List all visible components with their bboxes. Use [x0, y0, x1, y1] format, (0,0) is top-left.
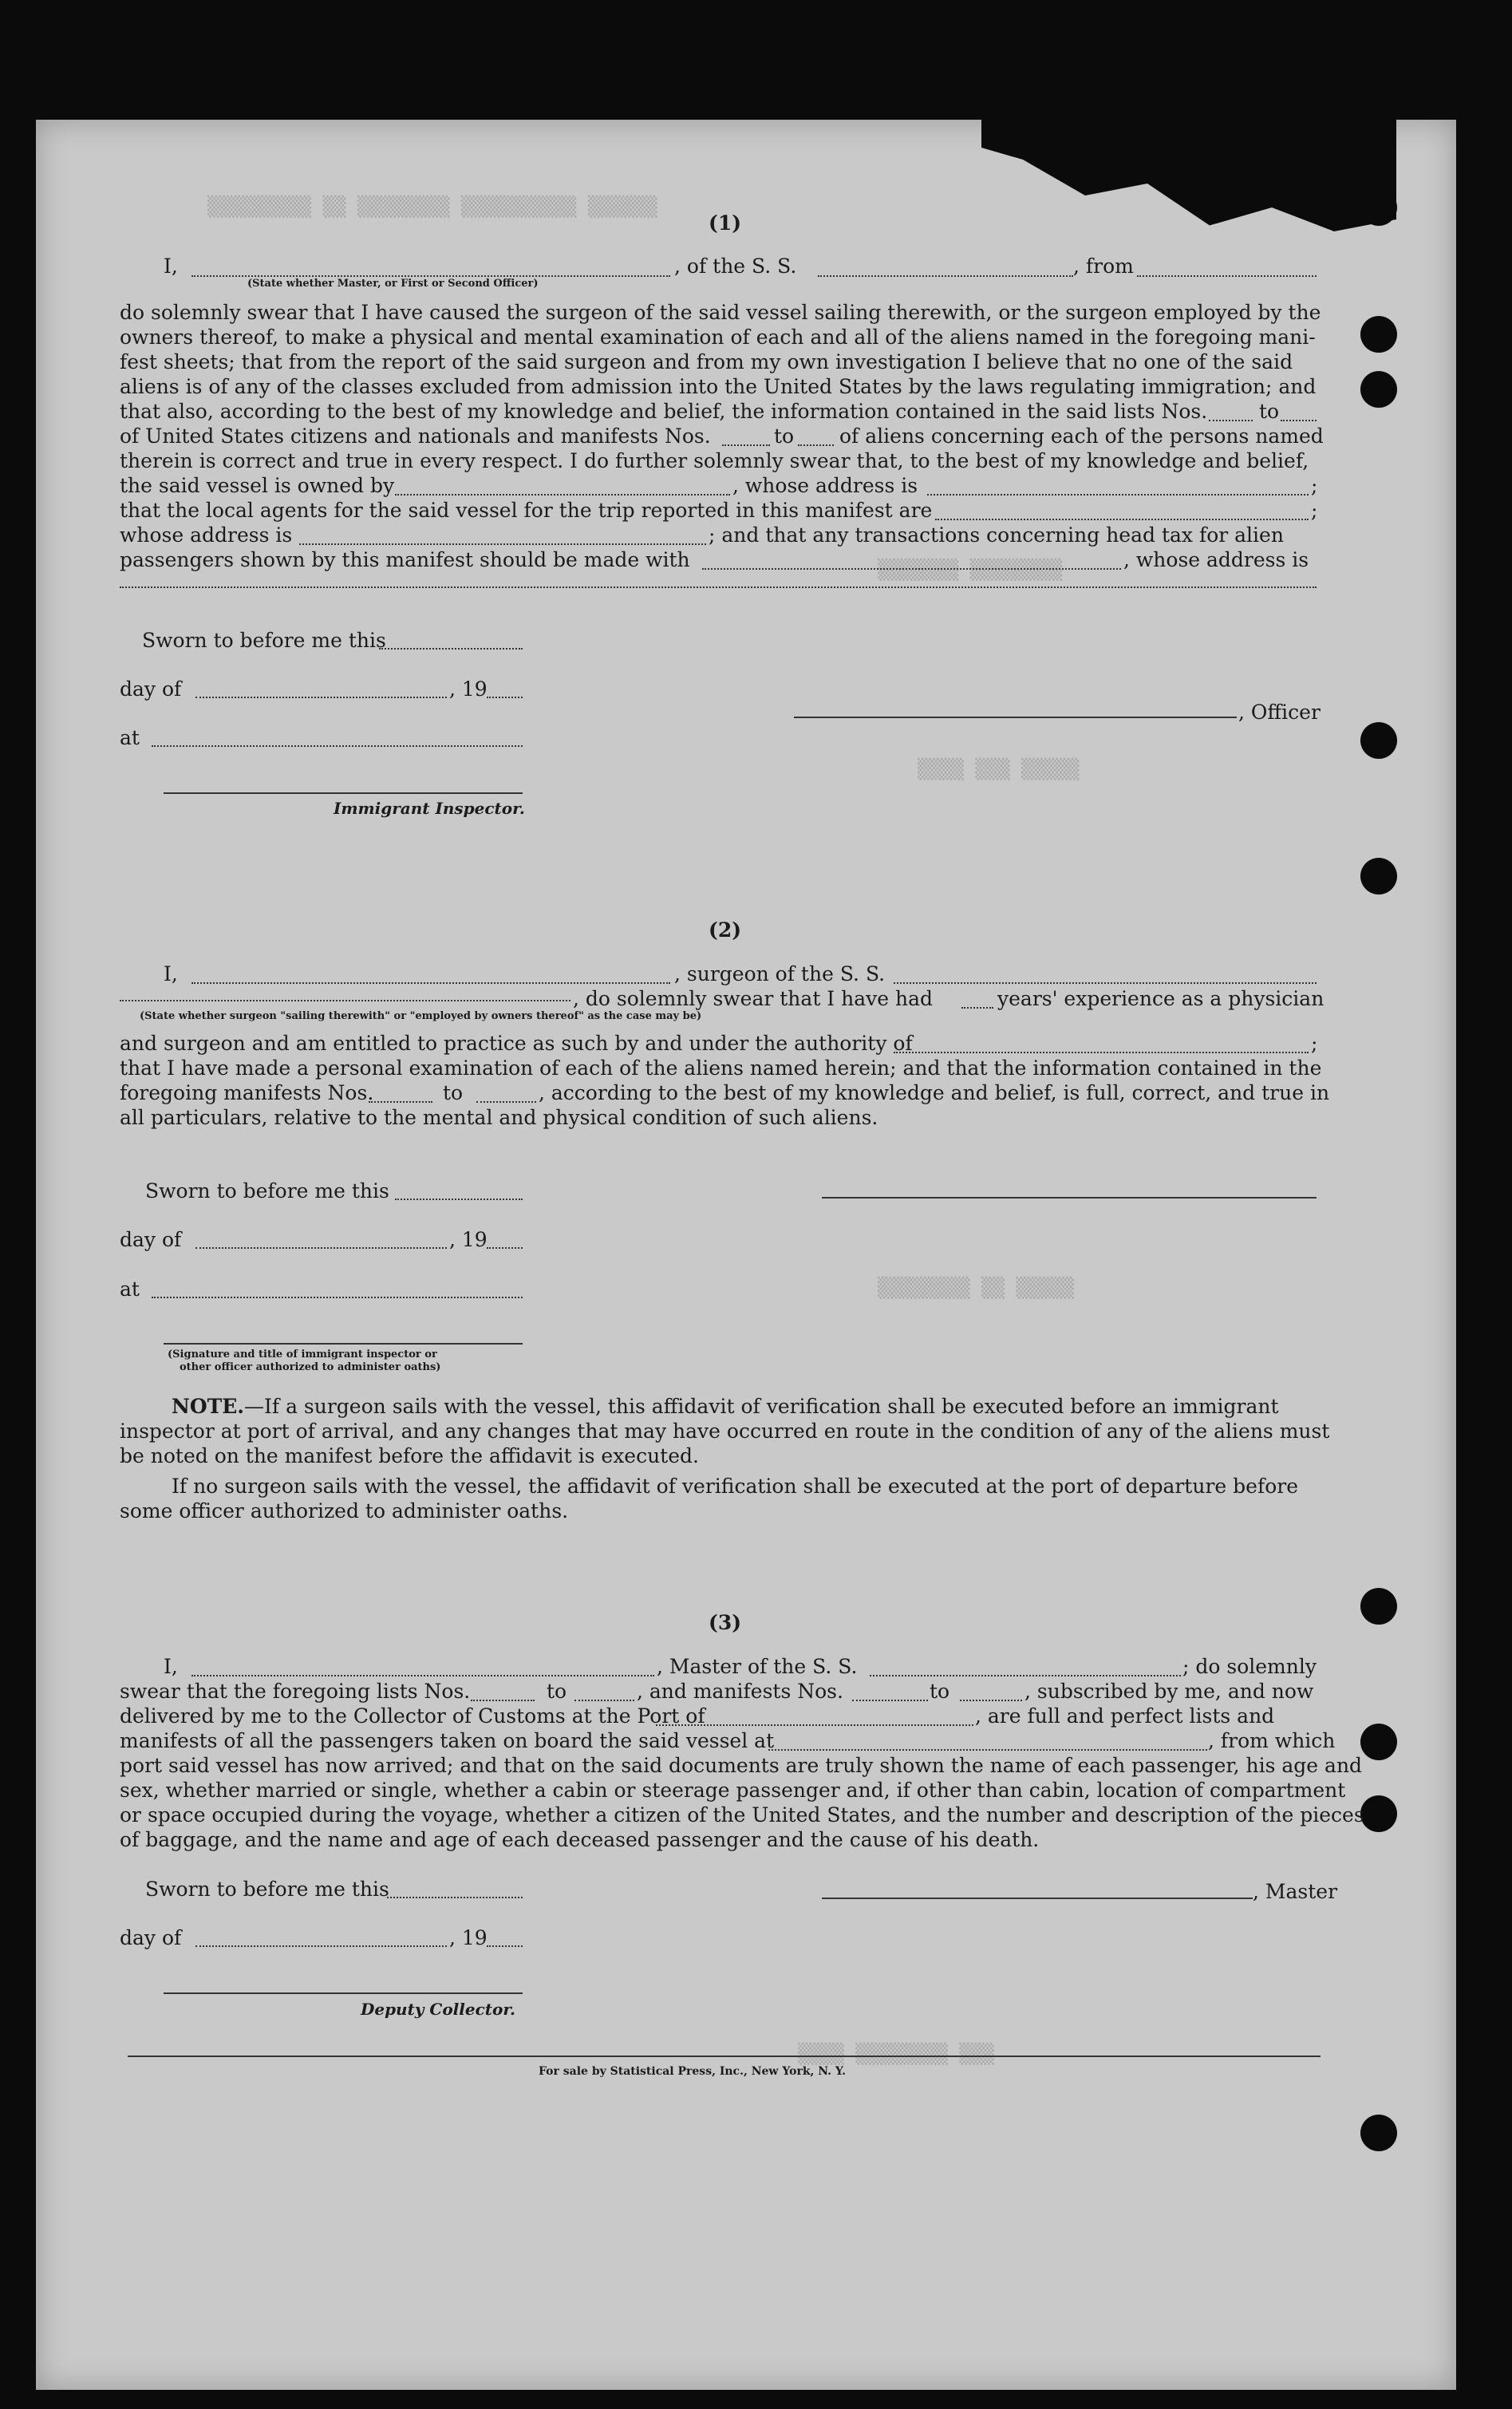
full-perfect-text: , are full and perfect lists and	[975, 1704, 1275, 1728]
head-tax-party-label: passengers shown by this manifest should be made with	[120, 548, 690, 571]
semicolon: ;	[1311, 474, 1318, 497]
surgeon-of-label: , surgeon of the S. S.	[674, 962, 886, 985]
years-text: years' experience as a physician	[997, 987, 1324, 1010]
surgeon-signature-line[interactable]	[822, 1197, 1317, 1199]
collector-port-line[interactable]	[656, 1724, 973, 1726]
arrival-line: port said vessel has now arrived; and that on the said documents are truly shown the name of each passenger, his age and	[120, 1754, 1363, 1777]
agent-address-line[interactable]	[299, 543, 706, 545]
surgeon-vessel-line[interactable]	[894, 982, 1317, 984]
sworn-date-line[interactable]	[387, 1897, 523, 1898]
no-surgeon-line: some officer authorized to administer oaths.	[120, 1499, 569, 1522]
list-no-to-line[interactable]	[1281, 420, 1317, 421]
surgeon-status-line[interactable]	[120, 1000, 570, 1001]
binder-hole	[1360, 1588, 1397, 1625]
manifest-to-line[interactable]	[476, 1101, 536, 1103]
binder-hole	[1360, 371, 1397, 408]
officer-name-line[interactable]	[191, 275, 670, 277]
note-label: NOTE.	[172, 1395, 244, 1418]
head-tax-address-label: , whose address is	[1123, 548, 1309, 571]
year-line[interactable]	[487, 1247, 523, 1249]
officer-caption: , Officer	[1238, 701, 1321, 724]
surgeon-name-line[interactable]	[191, 982, 670, 984]
master-caption: , Master	[1253, 1880, 1338, 1903]
from-label: , from	[1073, 255, 1134, 278]
exam-line: that I have made a personal examination of each of the aliens named herein; and that the information contained in the	[120, 1056, 1322, 1080]
section-2-number: (2)	[709, 918, 742, 942]
oath-line: that also, according to the best of my knowledge and belief, the information contained in the said lists Nos.	[120, 400, 1208, 423]
oath-line: aliens is of any of the classes excluded from admission into the United States by the laws regulating immigration; and	[120, 375, 1317, 398]
binder-hole	[1360, 1724, 1397, 1760]
owned-by-label: the said vessel is owned by	[120, 474, 395, 497]
of-aliens-text: of aliens concerning each of the persons named	[839, 425, 1324, 448]
master-i-label: I,	[164, 1655, 178, 1678]
head-tax-party-line[interactable]	[702, 568, 1121, 570]
from-which-text: , from which	[1208, 1729, 1336, 1752]
year-line[interactable]	[487, 697, 523, 698]
manifests-from-line[interactable]	[852, 1700, 928, 1701]
port-from-line[interactable]	[1137, 275, 1317, 277]
years-line[interactable]	[961, 1007, 993, 1009]
list-no-from-line[interactable]	[1209, 420, 1253, 421]
authority-label: and surgeon and am entitled to practice as such by and under the authority of	[120, 1032, 913, 1055]
section-3-number: (3)	[709, 1611, 742, 1634]
day-of-label: day of	[120, 677, 182, 701]
sworn-label: Sworn to before me this	[145, 1878, 389, 1901]
local-agents-line[interactable]	[935, 519, 1309, 520]
boarding-port-line[interactable]	[768, 1749, 1207, 1751]
note-line: be noted on the manifest before the affidavit is executed.	[120, 1444, 699, 1467]
master-signature-line[interactable]	[822, 1898, 1253, 1899]
do-solemnly-text: ; do solemnly	[1182, 1655, 1317, 1678]
oath-line: therein is correct and true in every respect. I do further solemnly swear that, to the best of my knowledge and belief,	[120, 449, 1309, 472]
day-of-line[interactable]	[195, 697, 447, 698]
officer-signature-line[interactable]	[164, 1343, 523, 1345]
binder-hole	[1360, 2115, 1397, 2151]
binder-hole	[1360, 189, 1397, 226]
head-tax-text: ; and that any transactions concerning head tax for alien	[709, 523, 1284, 547]
year-label: , 19	[449, 677, 488, 701]
no-surgeon-line: If no surgeon sails with the vessel, the affidavit of verification shall be executed at the port of departure before	[172, 1475, 1298, 1498]
officer-caption: (State whether Master, or First or Second Officer)	[247, 278, 539, 290]
oath-line: owners thereof, to make a physical and mental examination of each and all of the aliens named in the foregoing mani-	[120, 326, 1316, 349]
bleed-through-mark: ▒▒▒▒ ▒▒▒▒▒▒▒▒ ▒▒▒	[798, 2043, 994, 2065]
sworn-label: Sworn to before me this	[142, 629, 386, 652]
year-label: , 19	[449, 1926, 488, 1949]
to-label: to	[774, 425, 795, 448]
master-name-line[interactable]	[191, 1675, 654, 1676]
sworn-date-line[interactable]	[395, 1199, 523, 1200]
sworn-label: Sworn to before me this	[145, 1179, 389, 1203]
bleed-through-mark: ▒▒▒▒ ▒▒▒ ▒▒▒▒▒	[918, 758, 1080, 780]
inspector-caption: Immigrant Inspector.	[334, 799, 525, 818]
oath-line: of United States citizens and nationals and manifests Nos.	[120, 425, 711, 448]
whose-address-label: , whose address is	[732, 474, 918, 497]
according-text: , according to the best of my knowledge and belief, is full, correct, and true in	[539, 1081, 1330, 1104]
manifest-no-to-line[interactable]	[798, 444, 834, 446]
officer-signature-line[interactable]	[794, 717, 1237, 718]
bleed-through-mark: ▒▒▒▒▒▒▒ ▒▒▒▒▒▒▒▒	[878, 559, 1063, 581]
owner-line[interactable]	[395, 494, 730, 496]
day-of-label: day of	[120, 1926, 182, 1949]
oath-line: fest sheets; that from the report of the said surgeon and from my own investigation I believe that no one of the said	[120, 350, 1293, 373]
owner-address-line[interactable]	[927, 494, 1309, 496]
condition-line: all particulars, relative to the mental and physical condition of such aliens.	[120, 1106, 878, 1129]
vessel-name-line[interactable]	[818, 275, 1073, 277]
day-of-line[interactable]	[195, 1247, 447, 1249]
bleed-through-mark: ▒▒▒▒▒▒▒▒▒ ▒▒ ▒▒▒▒▒▒▒▒ ▒▒▒▒▒▒▒▒▒▒ ▒▒▒▒▒▒	[207, 195, 657, 218]
collector-caption: Deputy Collector.	[361, 2000, 516, 2019]
note-text: —If a surgeon sails with the vessel, this affidavit of verification shall be executed before an immigrant	[244, 1395, 1279, 1418]
surgeon-i-label: I,	[164, 962, 178, 985]
at-label: at	[120, 726, 140, 749]
arrival-line: sex, whether married or single, whether a cabin or steerage passenger and, if other than cabin, location of compartment	[120, 1779, 1346, 1802]
at-place-line[interactable]	[152, 1297, 523, 1298]
local-agents-label: that the local agents for the said vessel for the trip reported in this manifest are	[120, 499, 933, 522]
taken-on-board-label: manifests of all the passengers taken on board the said vessel at	[120, 1729, 775, 1752]
semicolon: ;	[1311, 499, 1318, 522]
to-label: to	[930, 1680, 950, 1703]
surgeon-caption: (State whether surgeon "sailing therewith" or "employed by owners thereof" as the case may be)	[140, 1010, 702, 1022]
lists-to-line[interactable]	[574, 1700, 634, 1701]
swear-text: , do solemnly swear that I have had	[573, 987, 934, 1010]
note-line: inspector at port of arrival, and any changes that may have occurred en route in the condition of any of the aliens must	[120, 1420, 1330, 1443]
agent-address-label: whose address is	[120, 523, 293, 547]
signature-caption-1: (Signature and title of immigrant inspector or	[168, 1349, 437, 1360]
binder-hole	[1360, 316, 1397, 353]
oath-line: do solemnly swear that I have caused the surgeon of the said vessel sailing therewith, or the surgeon employed by the	[120, 301, 1321, 324]
authority-line[interactable]	[894, 1052, 1309, 1053]
binder-hole	[1360, 858, 1397, 894]
inspector-signature-line[interactable]	[164, 792, 523, 794]
manifest-from-line[interactable]	[369, 1101, 432, 1103]
bleed-through-mark: ▒▒▒▒▒▒▒▒ ▒▒ ▒▒▒▒▒	[878, 1277, 1074, 1299]
to-label: to	[1259, 400, 1280, 423]
binder-hole	[1360, 722, 1397, 759]
year-line[interactable]	[487, 1945, 523, 1947]
lists-label: swear that the foregoing lists Nos.	[120, 1680, 471, 1703]
at-place-line[interactable]	[152, 745, 523, 747]
arrival-line: or space occupied during the voyage, whether a citizen of the United States, and the number and description of the pieces	[120, 1803, 1364, 1826]
master-vessel-line[interactable]	[870, 1675, 1181, 1676]
manifests-label: foregoing manifests Nos.	[120, 1081, 374, 1104]
note-line	[172, 1394, 1279, 1419]
section-1-number: (1)	[709, 211, 742, 235]
day-of-label: day of	[120, 1228, 182, 1251]
year-label: , 19	[449, 1228, 488, 1251]
master-of-label: , Master of the S. S.	[657, 1655, 858, 1678]
collector-port-label: delivered by me to the Collector of Customs at the Port of	[120, 1704, 705, 1728]
to-label: to	[547, 1680, 567, 1703]
head-tax-address-line[interactable]	[120, 586, 1317, 588]
signature-caption-2: other officer authorized to administer oaths)	[180, 1361, 441, 1373]
of-ss-label: , of the S. S.	[674, 255, 797, 278]
manifest-no-from-line[interactable]	[722, 444, 770, 446]
officer-i-label: I,	[164, 255, 178, 278]
footer-rule	[128, 2056, 1321, 2057]
binder-hole	[1360, 1795, 1397, 1832]
lists-from-line[interactable]	[471, 1700, 535, 1701]
and-manifests-label: , and manifests Nos.	[637, 1680, 843, 1703]
manifests-to-line[interactable]	[960, 1700, 1022, 1701]
at-label: at	[120, 1278, 140, 1301]
collector-signature-line[interactable]	[164, 1992, 523, 1994]
sworn-date-line[interactable]	[379, 648, 523, 650]
day-of-line[interactable]	[195, 1945, 447, 1947]
to-label: to	[443, 1081, 464, 1104]
subscribed-text: , subscribed by me, and now	[1024, 1680, 1314, 1703]
printer-footer: For sale by Statistical Press, Inc., New York, N. Y.	[539, 2065, 846, 2078]
arrival-line: of baggage, and the name and age of each deceased passenger and the cause of his death.	[120, 1828, 1040, 1851]
semicolon: ;	[1311, 1032, 1318, 1055]
